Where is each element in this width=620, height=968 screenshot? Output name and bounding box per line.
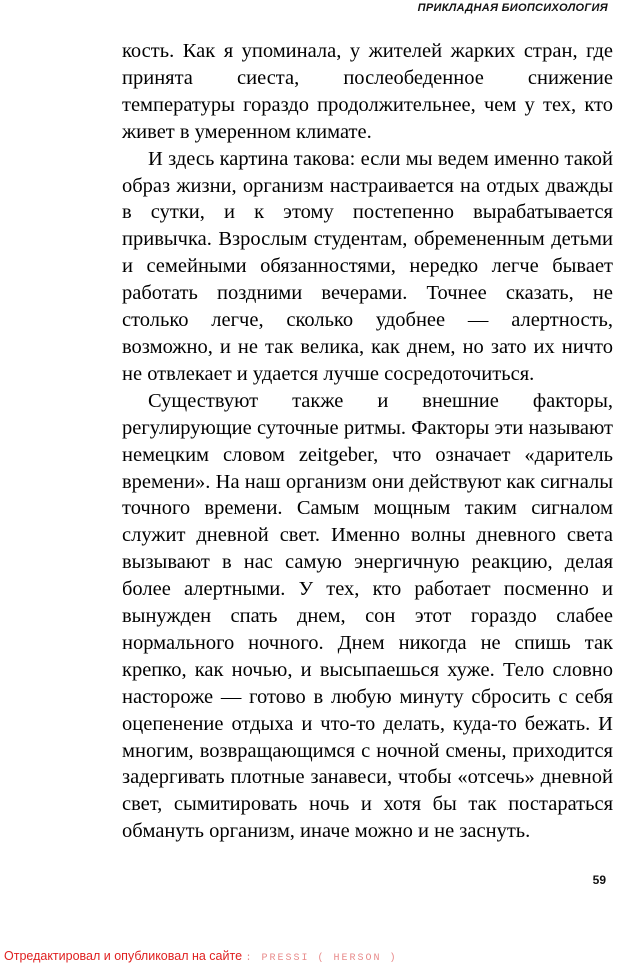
footer-site-name: : PRESSI ( HERSON ) — [245, 953, 398, 964]
paragraph-1: кость. Как я упоминала, у жителей жарких стран, где принята сиеста, послеобеденное снижение температуры гораздо продолжительнее, чем у тех, кто живет в умеренном климате. — [122, 40, 613, 143]
footer-credit — [4, 949, 398, 964]
footer-credit-text: Отредактировал и опубликовал на сайте — [4, 949, 243, 963]
page-body — [122, 38, 613, 845]
page-number: 59 — [592, 873, 606, 887]
paragraph-2: И здесь картина такова: если мы ведем именно такой образ жизни, организм настраивается на отдых дважды в сутки, и к этому постепенно вырабатывается привычка. Взрослым студентам, обремененным детьми и семейными обязанностями, нередко легче бывает работать поздними вечерами. Точнее сказать, не столько легче, сколько удобнее — алертность, возможно, и не так велика, как днем, но зато их ничто не отвлекает и удается лучше сосредоточиться. — [122, 147, 613, 385]
paragraph-3: Существуют также и внешние факторы, регулирующие суточные ритмы. Факторы эти называют немецким словом zeitgeber, что означает «даритель времени». На наш организм они действуют как сигналы точного времени. Самым мощным таким сигналом служит дневной свет. Именно волны дневного света вызывают в нас самую энергичную реакцию, делая более алертными. У тех, кто работает посменно и вынужден спать днем, сон этот гораздо слабее нормального ночного. Днем никогда не спишь так крепко, как ночью, и высыпаешься хуже. Тело словно настороже — готово в любую минуту сбросить с себя оцепенение отдыха и что-то делать, куда-то бежать. И многим, возвращающимся с ночной смены, приходится задергивать плотные занавеси, чтобы «отсечь» дневной свет, сымитировать ночь и хотя бы так постараться обмануть организм, иначе можно и не заснуть. — [122, 389, 613, 843]
running-header: ПРИКЛАДНАЯ БИОПСИХОЛОГИЯ — [417, 2, 608, 14]
